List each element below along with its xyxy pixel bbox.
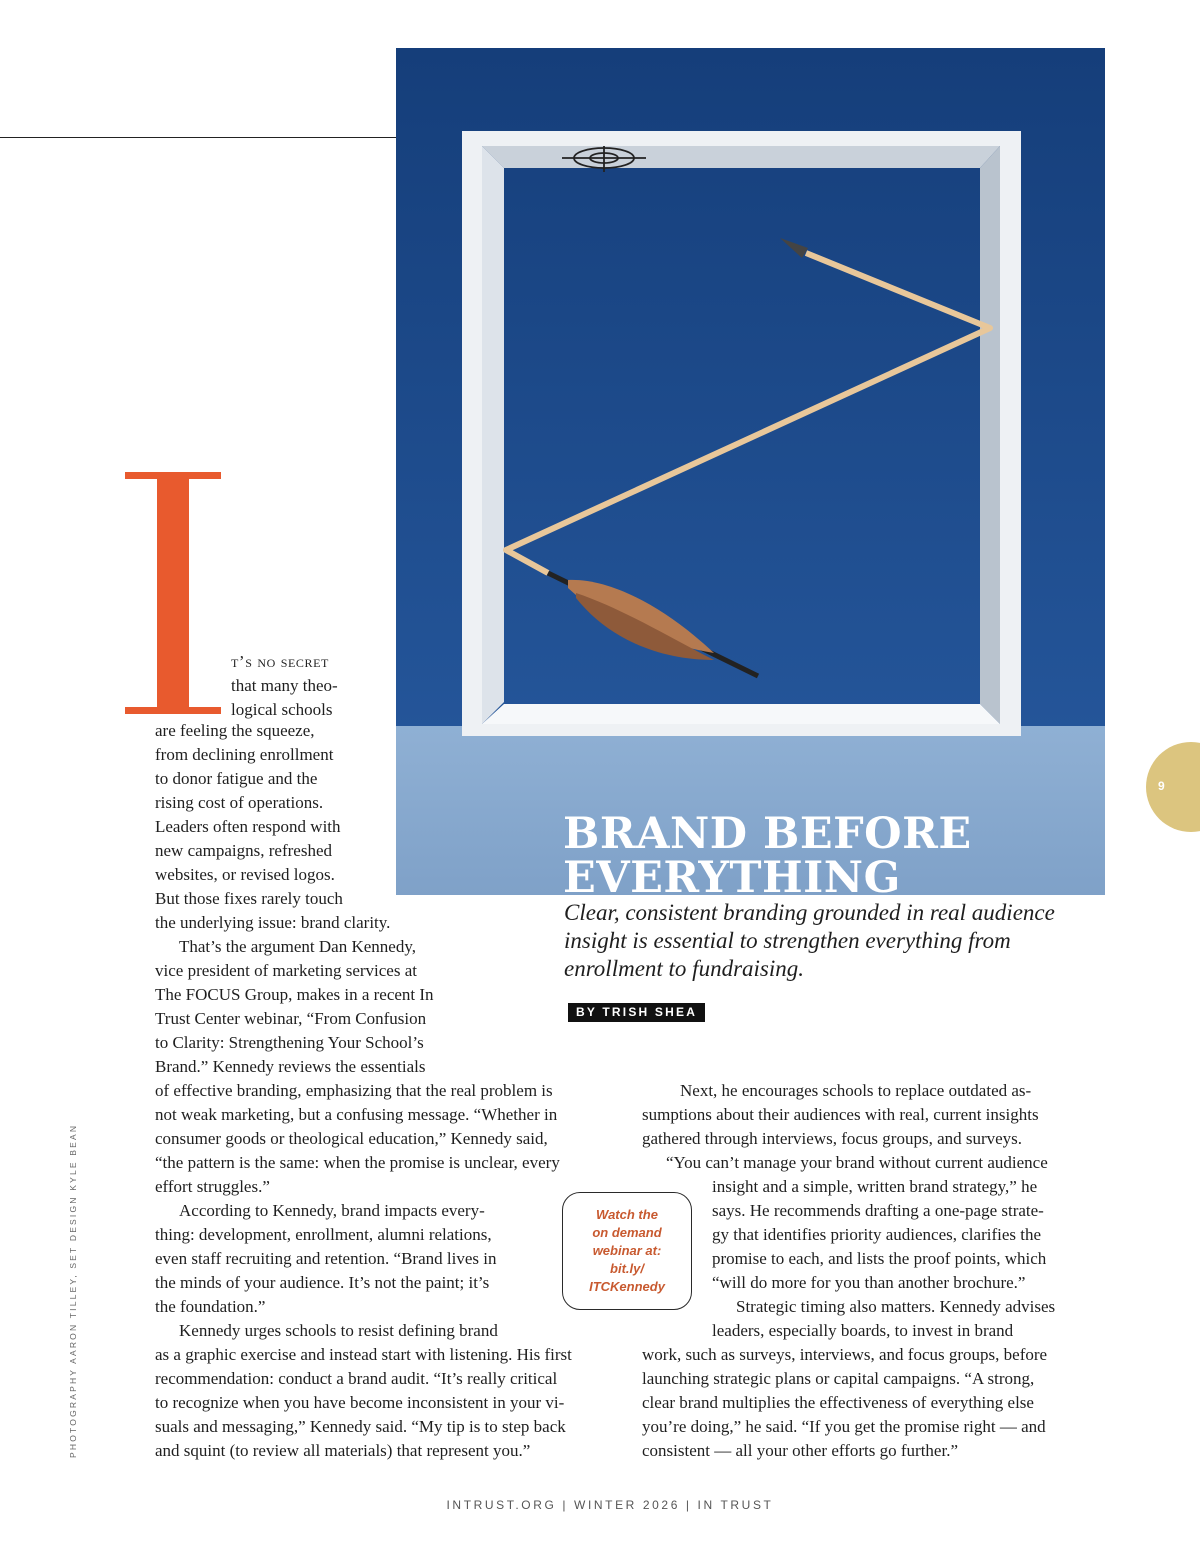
deck: Clear, consistent branding grounded in real audience insight is essential to strengthen everything from enrollment to fundraising. xyxy=(564,900,1055,981)
byline: BY TRISH SHEA xyxy=(568,1003,705,1022)
body-line: consumer goods or theological education,” Kennedy said, xyxy=(155,1129,548,1148)
body-line: as a graphic exercise and instead start with listening. His first xyxy=(155,1345,572,1364)
body-line: to Clarity: Strengthening Your School’s xyxy=(155,1033,424,1052)
body-line: launching strategic plans or capital campaigns. “A strong, xyxy=(642,1369,1035,1388)
body-line: from declining enrollment xyxy=(155,745,334,764)
column1-narrow-block xyxy=(155,719,475,1079)
body-line: the underlying issue: brand clarity. xyxy=(155,913,391,932)
body-line: work, such as surveys, interviews, and focus groups, before xyxy=(642,1345,1048,1364)
body-line: insight and a simple, written brand strategy,” he xyxy=(712,1177,1038,1196)
body-line: “You can’t manage your brand without current audience xyxy=(666,1153,1048,1172)
body-line: new campaigns, refreshed xyxy=(155,841,333,860)
body-line: vice president of marketing services at xyxy=(155,961,417,980)
body-line: leaders, especially boards, to invest in brand xyxy=(712,1321,1014,1340)
body-line: clear brand multiplies the effectiveness of everything else xyxy=(642,1393,1034,1412)
body-line: that many theo- xyxy=(231,676,338,695)
body-line: The FOCUS Group, makes in a recent In xyxy=(155,985,434,1004)
body-line: logical schools xyxy=(231,700,333,719)
headline-line-1: BRAND BEFORE xyxy=(563,809,972,859)
column2-narrow-block xyxy=(712,1175,1112,1343)
body-line: Trust Center webinar, “From Confusion xyxy=(155,1009,427,1028)
body-line: Kennedy urges schools to resist defining brand xyxy=(179,1321,498,1340)
body-line: of effective branding, emphasizing that the real problem is xyxy=(155,1081,553,1100)
page-footer: INTRUST.ORG | WINTER 2026 | IN TRUST xyxy=(446,1498,774,1512)
body-line: Brand.” Kennedy reviews the essentials xyxy=(155,1057,426,1076)
body-line: That’s the argument Dan Kennedy, xyxy=(179,937,416,956)
body-line: says. He recommends drafting a one-page strate- xyxy=(712,1201,1044,1220)
body-line: are feeling the squeeze, xyxy=(155,721,315,740)
arrow-in-frame-illustration xyxy=(396,48,1105,895)
column1-dropcap-block xyxy=(231,650,391,722)
column1-wide-block xyxy=(155,1079,625,1463)
hero-photo xyxy=(396,48,1105,895)
body-line: Strategic timing also matters. Kennedy advises xyxy=(736,1297,1056,1316)
photo-credit: PHOTOGRAPHY AARON TILLEY, SET DESIGN KYLE BEAN xyxy=(68,1123,78,1458)
page-number: 9 xyxy=(1158,779,1165,793)
body-line: you’re doing,” he said. “If you get the promise right — and xyxy=(642,1417,1046,1436)
body-line: recommendation: conduct a brand audit. “It’s really critical xyxy=(155,1369,558,1388)
body-line: But those fixes rarely touch xyxy=(155,889,343,908)
body-line: consistent — all your other efforts go further.” xyxy=(642,1441,958,1460)
body-line: not weak marketing, but a confusing message. “Whether in xyxy=(155,1105,558,1124)
drop-cap xyxy=(123,470,223,716)
body-line: “the pattern is the same: when the promise is unclear, every xyxy=(155,1153,560,1172)
body-line: the minds of your audience. It’s not the paint; it’s xyxy=(155,1273,490,1292)
body-line: suals and messaging,” Kennedy said. “My tip is to step back xyxy=(155,1417,566,1436)
opening-small-caps: t’s no secret xyxy=(231,652,329,671)
body-line: promise to each, and lists the proof points, which xyxy=(712,1249,1047,1268)
headline xyxy=(563,809,1083,903)
body-line: effort struggles.” xyxy=(155,1177,270,1196)
body-line: rising cost of operations. xyxy=(155,793,324,812)
body-line: even staff recruiting and retention. “Brand lives in xyxy=(155,1249,497,1268)
body-line: to donor fatigue and the xyxy=(155,769,318,788)
body-line: thing: development, enrollment, alumni relations, xyxy=(155,1225,492,1244)
body-line: and squint (to review all materials) that represent you.” xyxy=(155,1441,531,1460)
body-line: According to Kennedy, brand impacts every- xyxy=(179,1201,485,1220)
body-line: websites, or revised logos. xyxy=(155,865,335,884)
body-line: Leaders often respond with xyxy=(155,817,341,836)
top-rule xyxy=(0,137,396,138)
page-number-tab xyxy=(1146,742,1200,832)
body-line: gy that identifies priority audiences, clarifies the xyxy=(712,1225,1042,1244)
body-line: to recognize when you have become inconsistent in your vi- xyxy=(155,1393,565,1412)
body-line: gathered through interviews, focus groups, and surveys. xyxy=(642,1129,1023,1148)
column2-bottom-block xyxy=(642,1343,1112,1463)
webinar-callout-link[interactable]: Watch the on demand webinar at: bit.ly/ ITCKennedy xyxy=(562,1192,692,1310)
body-line: sumptions about their audiences with real, current insights xyxy=(642,1105,1039,1124)
column2-top-block xyxy=(642,1079,1112,1175)
body-line: the foundation.” xyxy=(155,1297,266,1316)
headline-line-2: EVERYTHING xyxy=(563,853,901,903)
body-line: Next, he encourages schools to replace outdated as- xyxy=(680,1081,1032,1100)
body-line: “will do more for you than another brochure.” xyxy=(712,1273,1026,1292)
